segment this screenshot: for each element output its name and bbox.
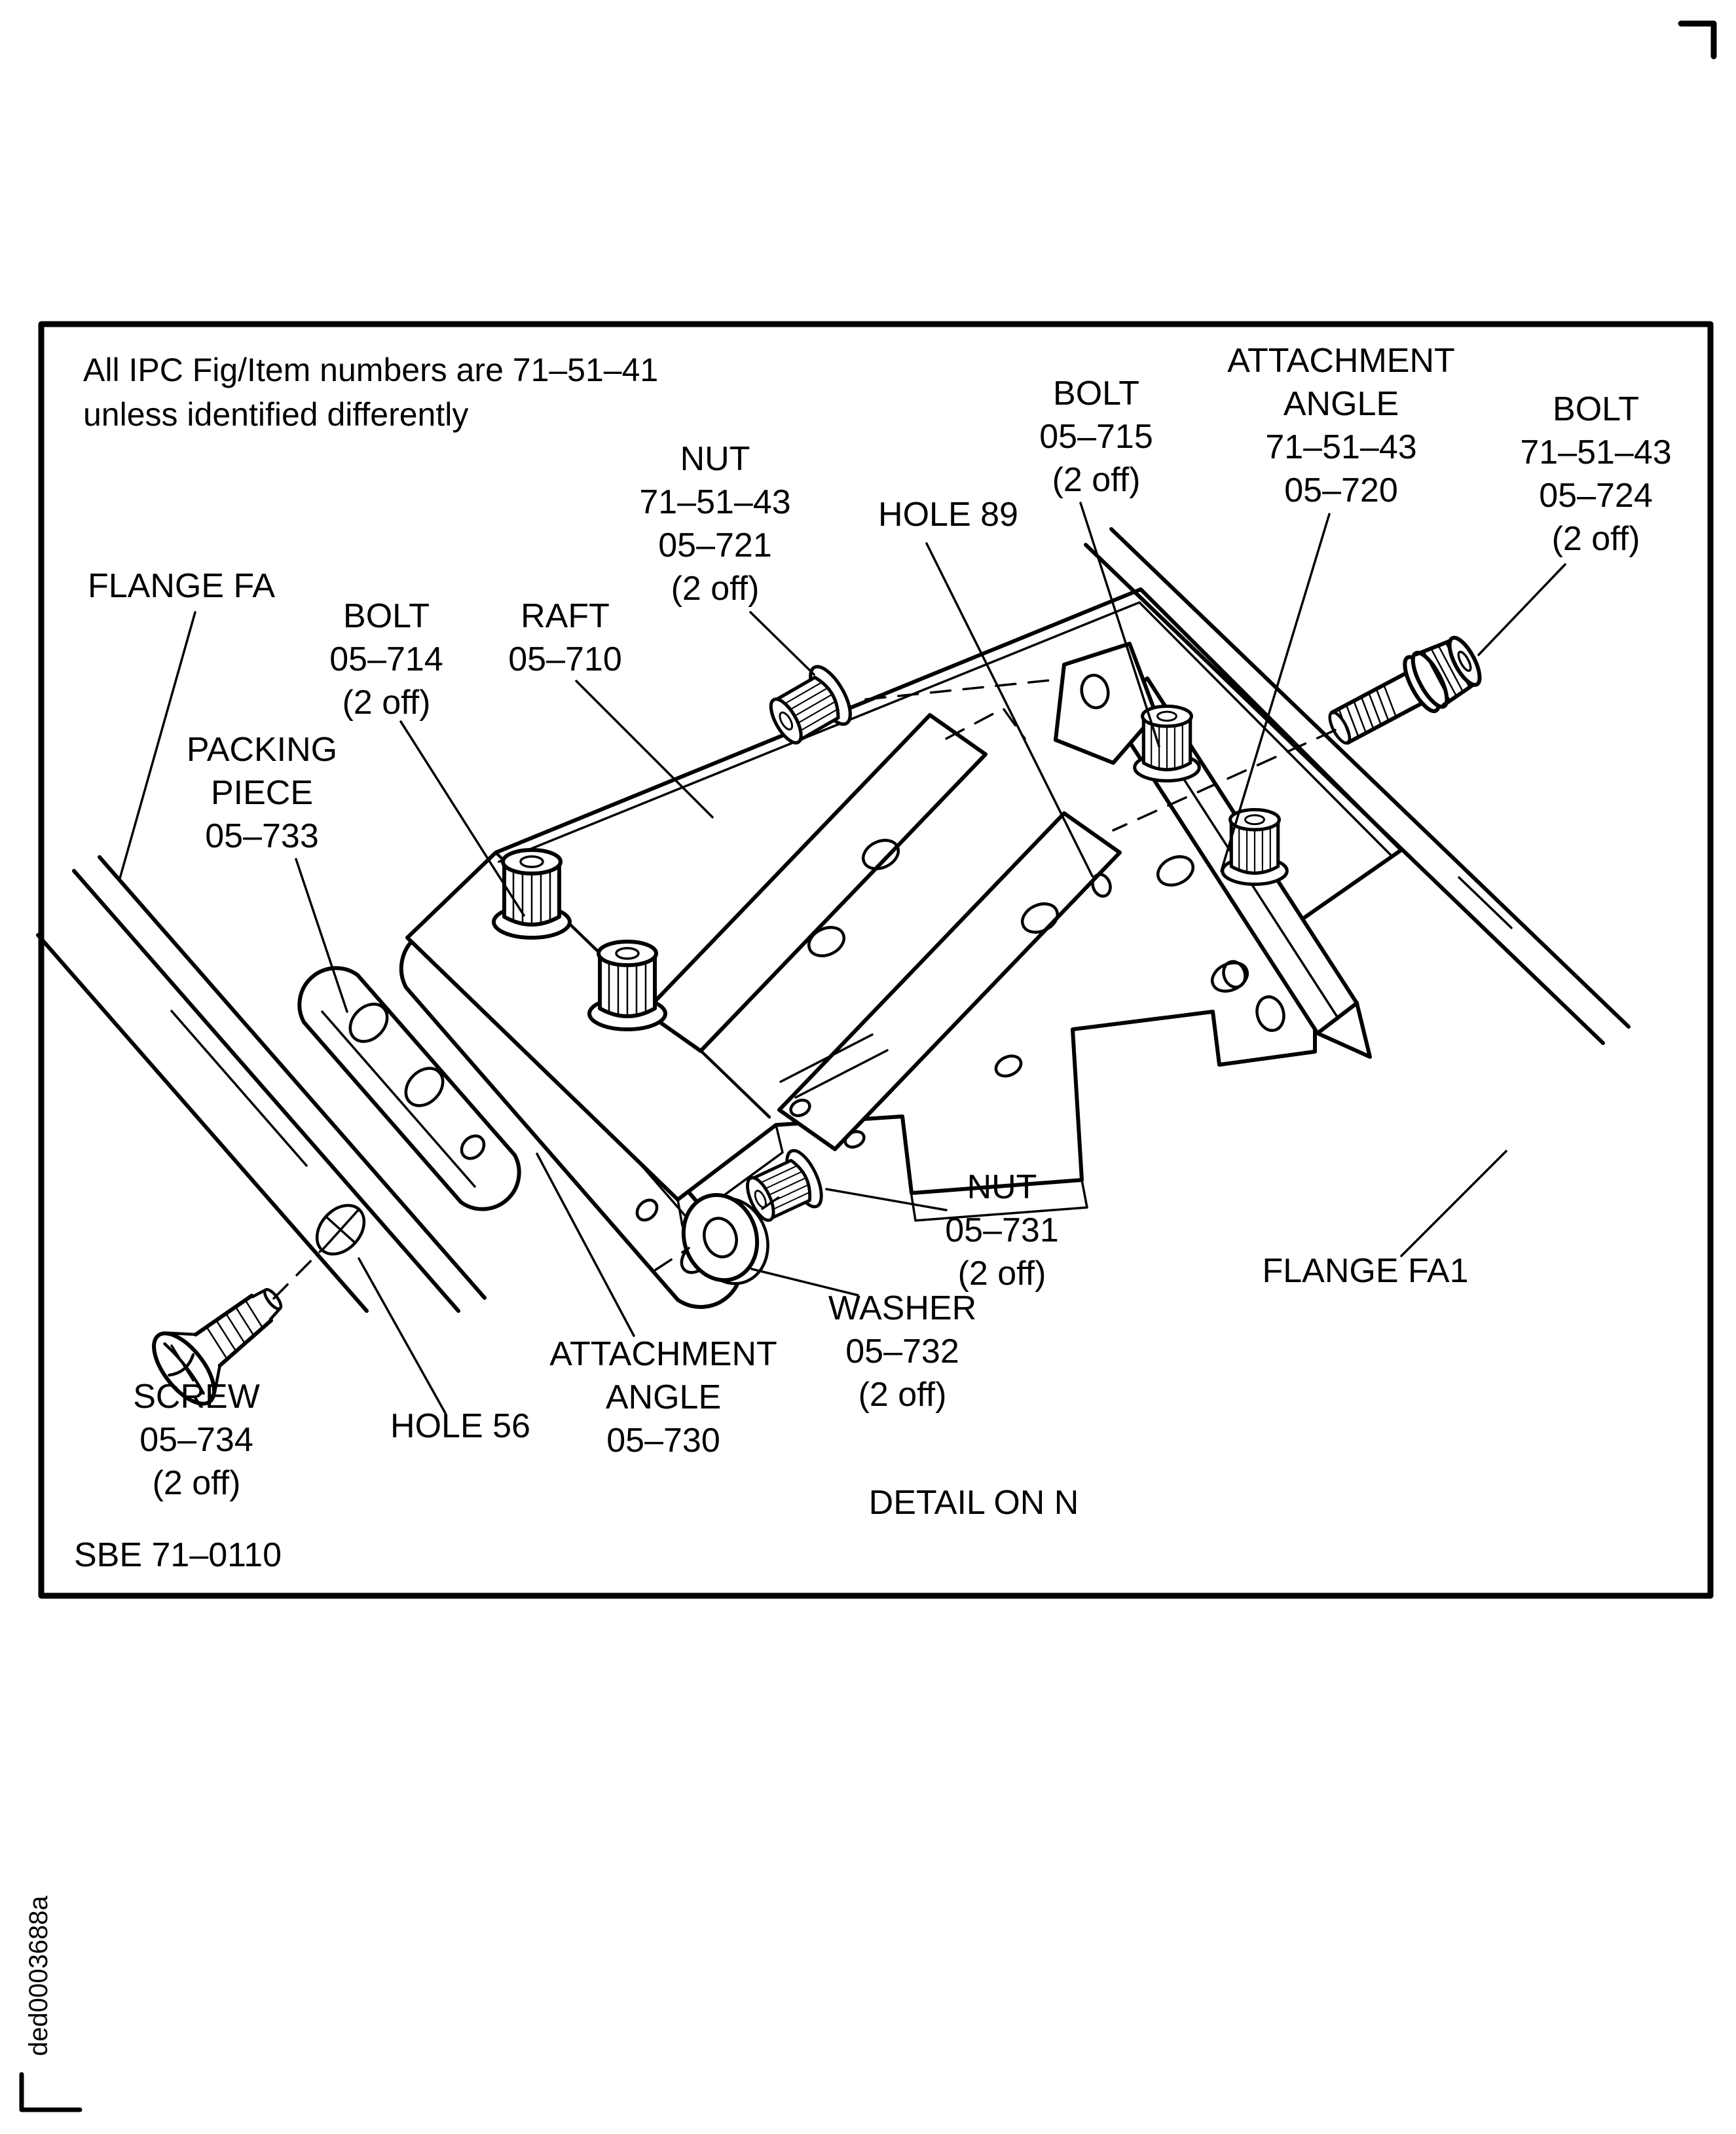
ipc-note-line-1: All IPC Fig/Item numbers are 71–51–41 <box>83 352 659 388</box>
bolt-714-item-2 <box>589 942 665 1029</box>
label-screw-734-line-1: SCREW <box>133 1378 260 1416</box>
label-attachment-angle-720-line-1: ATTACHMENT <box>1227 342 1455 380</box>
label-screw-734-line-3: (2 off) <box>152 1464 241 1502</box>
label-bolt-724-line-1: BOLT <box>1553 390 1639 428</box>
label-attachment-angle-730-line-1: ATTACHMENT <box>549 1335 777 1373</box>
label-flange-fa1: FLANGE FA1 <box>1262 1252 1469 1290</box>
label-bolt-715-line-1: BOLT <box>1053 375 1139 413</box>
label-bolt-715-line-2: 05–715 <box>1039 418 1153 456</box>
ipc-note <box>83 352 658 433</box>
label-screw-734-line-2: 05–734 <box>139 1421 253 1459</box>
label-attachment-angle-720-line-3: 71–51–43 <box>1265 428 1417 466</box>
label-bolt-724-line-4: (2 off) <box>1551 520 1640 558</box>
callout-washer-732 <box>752 1269 976 1414</box>
label-bolt-714-line-3: (2 off) <box>342 684 431 722</box>
callout-flange-fa1 <box>1263 1151 1507 1290</box>
label-bolt-715-line-3: (2 off) <box>1052 461 1141 499</box>
label-washer-732-line-1: WASHER <box>828 1289 977 1327</box>
callout-nut-721 <box>639 440 814 674</box>
label-nut-731-line-1: NUT <box>967 1168 1037 1206</box>
label-hole-56: HOLE 56 <box>390 1407 530 1445</box>
bolt-714-item-1 <box>494 850 570 938</box>
label-attachment-angle-720-line-4: 05–720 <box>1284 471 1398 509</box>
label-nut-721-line-1: NUT <box>680 440 750 478</box>
bolt-715-item-1 <box>1135 707 1200 781</box>
label-nut-721-line-2: 71–51–43 <box>639 483 791 521</box>
label-bolt-724-line-3: 05–724 <box>1539 477 1653 515</box>
document-code-vertical: ded0003688a <box>24 1896 53 2056</box>
label-nut-721-line-3: 05–721 <box>658 526 772 564</box>
label-washer-732-line-3: (2 off) <box>858 1376 947 1414</box>
detail-note: DETAIL ON N <box>868 1484 1079 1522</box>
callout-hole-56 <box>359 1259 530 1445</box>
label-raft-710-line-1: RAFT <box>521 597 610 635</box>
label-attachment-angle-730-line-2: ANGLE <box>605 1378 722 1416</box>
label-nut-731-line-2: 05–731 <box>945 1211 1059 1249</box>
crop-corner-mark-top-right <box>1681 24 1714 56</box>
label-packing-piece-line-1: PACKING <box>186 731 338 769</box>
callout-bolt-724 <box>1479 390 1672 655</box>
ipc-note-line-2: unless identified differently <box>83 396 469 433</box>
label-packing-piece-line-3: 05–733 <box>205 817 319 855</box>
label-bolt-714-line-1: BOLT <box>343 597 430 635</box>
label-attachment-angle-730-line-3: 05–730 <box>606 1422 720 1460</box>
label-flange-fa: FLANGE FA <box>87 567 276 605</box>
label-hole-89: HOLE 89 <box>878 496 1018 534</box>
label-packing-piece-line-2: PIECE <box>210 774 314 812</box>
label-raft-710-line-2: 05–710 <box>508 640 622 678</box>
label-washer-732-line-2: 05–732 <box>845 1333 959 1371</box>
label-nut-731-line-3: (2 off) <box>957 1255 1046 1293</box>
label-bolt-724-line-2: 71–51–43 <box>1520 433 1672 471</box>
bolt-715-item-2 <box>1223 810 1287 885</box>
crop-corner-mark-bottom-left <box>22 2074 80 2110</box>
bolt-724-item <box>1319 629 1488 759</box>
figure-code: SBE 71–0110 <box>74 1536 282 1574</box>
label-bolt-714-line-2: 05–714 <box>329 640 443 678</box>
label-nut-721-line-4: (2 off) <box>671 570 760 608</box>
label-attachment-angle-720-line-2: ANGLE <box>1283 385 1399 423</box>
callout-bolt-714 <box>329 597 524 915</box>
